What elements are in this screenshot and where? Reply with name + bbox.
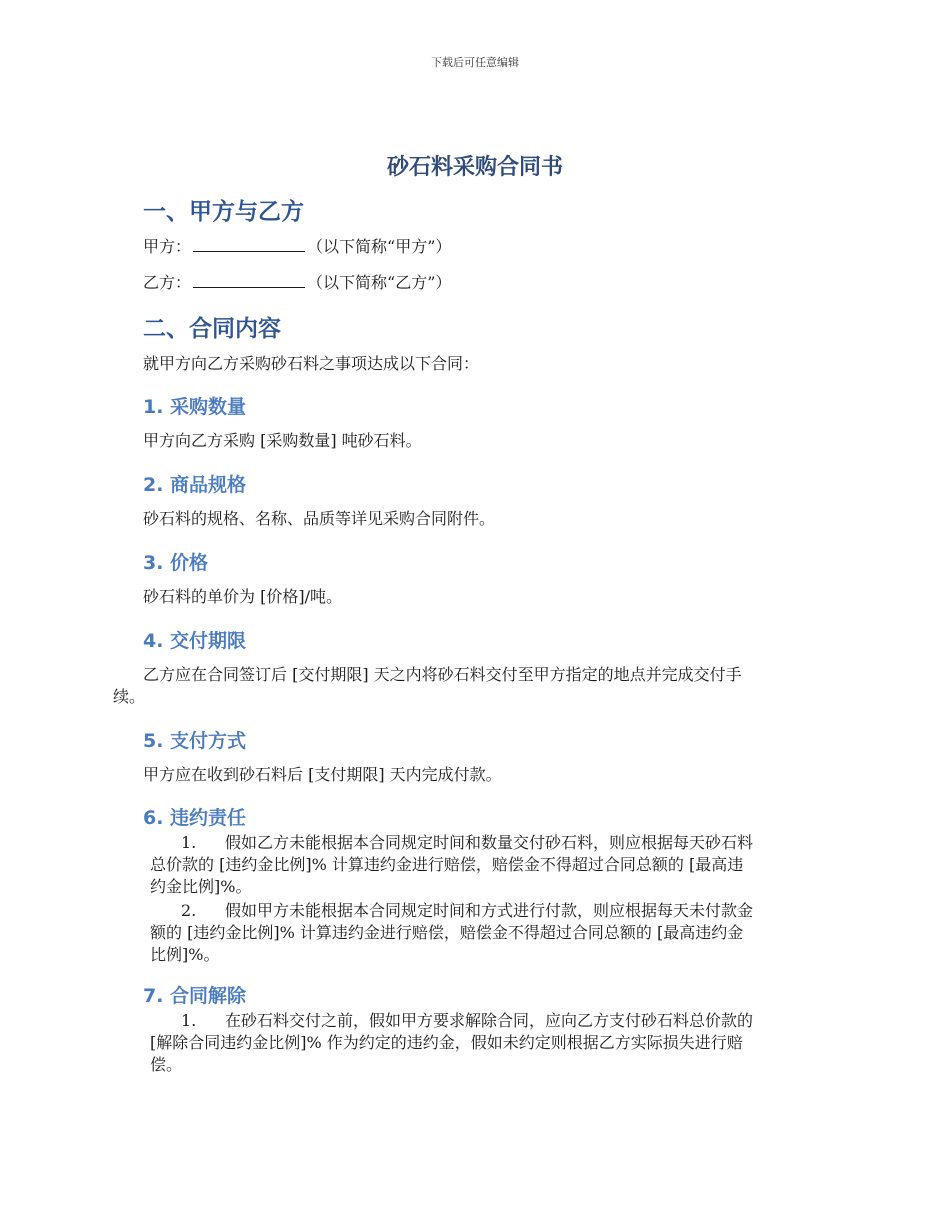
party-b-suffix: （以下简称“乙方”） xyxy=(307,273,452,292)
party-a-label: 甲方： xyxy=(143,237,192,256)
heading-breach: 6. 违约责任 xyxy=(143,807,247,829)
party-a-blank xyxy=(193,237,305,252)
heading-termination: 7. 合同解除 xyxy=(143,985,247,1007)
contract-intro: 就甲方向乙方采购砂石料之事项达成以下合同： xyxy=(143,354,480,373)
heading-spec: 2. 商品规格 xyxy=(143,474,247,496)
delivery-line-1: 乙方应在合同签订后 [交付期限] 天之内将砂石料交付至甲方指定的地点并完成交付手 xyxy=(143,665,742,684)
breach-item-2-line-3: 比例]%。 xyxy=(150,945,220,964)
breach-item-1-number: 1. xyxy=(181,833,197,852)
breach-item-1-text-1: 假如乙方未能根据本合同规定时间和数量交付砂石料，则应根据每天砂石料 xyxy=(225,833,754,852)
spec-text: 砂石料的规格、名称、品质等详见采购合同附件。 xyxy=(143,509,496,528)
payment-text: 甲方应在收到砂石料后 [支付期限] 天内完成付款。 xyxy=(143,765,502,784)
breach-item-2-line-2: 额的 [违约金比例]% 计算违约金进行赔偿，赔偿金不得超过合同总额的 [最高违约金 xyxy=(150,923,744,942)
termination-item-1-line-1 xyxy=(145,1010,753,1032)
breach-item-2-line-1 xyxy=(145,900,753,922)
heading-quantity: 1. 采购数量 xyxy=(143,396,247,418)
document-title: 砂石料采购合同书 xyxy=(386,155,563,180)
heading-payment: 5. 支付方式 xyxy=(143,730,247,752)
party-b-line xyxy=(143,272,451,294)
delivery-line-2: 续。 xyxy=(113,687,146,706)
termination-item-1-number: 1. xyxy=(181,1011,197,1030)
termination-item-1-line-2: [解除合同违约金比例]% 作为约定的违约金，假如未约定则根据乙方实际损失进行赔 xyxy=(150,1033,743,1052)
party-b-label: 乙方： xyxy=(143,273,192,292)
section-heading-contract: 二、合同内容 xyxy=(143,316,281,342)
breach-item-1-line-3: 约金比例]%。 xyxy=(150,877,252,896)
quantity-text: 甲方向乙方采购 [采购数量] 吨砂石料。 xyxy=(143,431,422,450)
party-b-blank xyxy=(193,273,305,288)
heading-delivery: 4. 交付期限 xyxy=(143,630,247,652)
breach-item-2-number: 2. xyxy=(181,901,197,920)
termination-item-1-line-3: 偿。 xyxy=(150,1055,183,1074)
heading-price: 3. 价格 xyxy=(143,552,209,574)
breach-item-1-line-1 xyxy=(145,832,753,854)
section-heading-parties: 一、甲方与乙方 xyxy=(143,199,304,225)
header-note: 下载后可任意编辑 xyxy=(431,56,519,69)
party-a-suffix: （以下简称“甲方”） xyxy=(307,237,452,256)
breach-item-2-text-1: 假如甲方未能根据本合同规定时间和方式进行付款，则应根据每天未付款金 xyxy=(225,901,754,920)
price-text: 砂石料的单价为 [价格]/吨。 xyxy=(143,587,342,606)
termination-item-1-text-1: 在砂石料交付之前，假如甲方要求解除合同，应向乙方支付砂石料总价款的 xyxy=(225,1011,754,1030)
party-a-line xyxy=(143,236,451,258)
breach-item-1-line-2: 总价款的 [违约金比例]% 计算违约金进行赔偿，赔偿金不得超过合同总额的 [最高违 xyxy=(150,855,744,874)
